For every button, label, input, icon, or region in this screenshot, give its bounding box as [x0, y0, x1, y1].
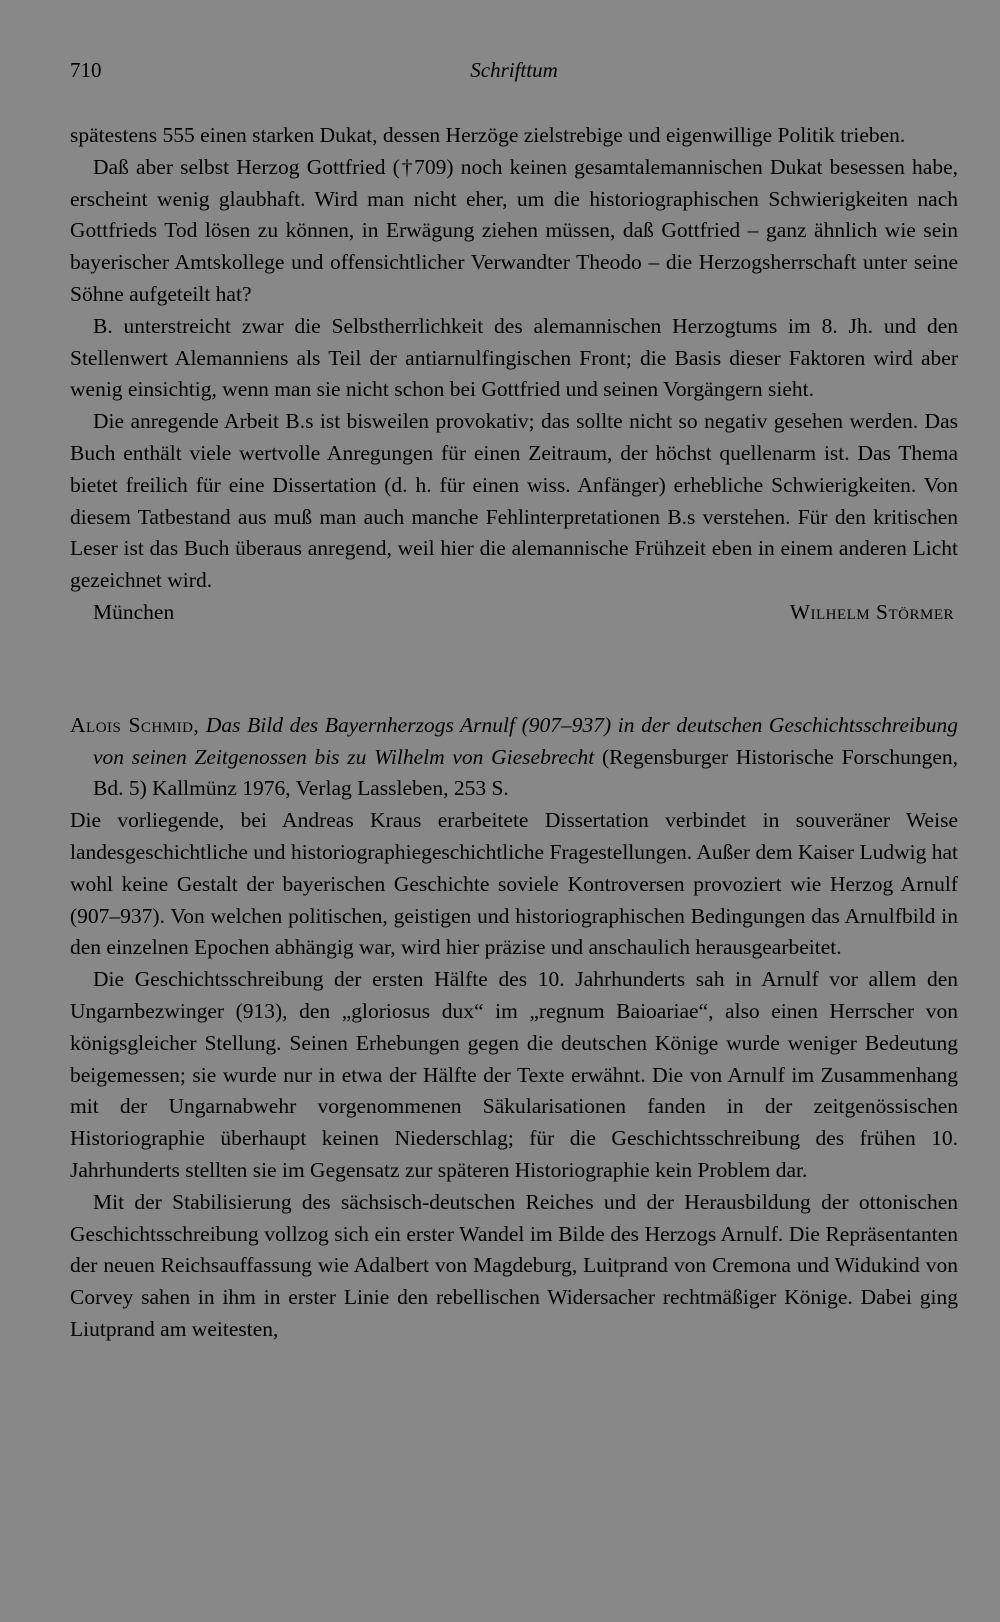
- book-author: Alois Schmid,: [70, 712, 200, 737]
- reviewer-place: München: [93, 599, 175, 624]
- document-page: [70, 58, 958, 1346]
- paragraph: spätestens 555 einen starken Dukat, dessen Herzöge zielstrebige und eigenwillige Politik trieben.: [70, 123, 906, 147]
- review-entry: [70, 710, 958, 1346]
- book-details: (Regensburger Historische Forschungen, Bd. 5) Kallmünz 1976, Verlag Lassleben, 253 S.: [93, 744, 959, 801]
- paragraph: Daß aber selbst Herzog Gottfried (†709) noch keinen gesamtalemannischen Dukat besessen habe, erscheint wenig glaubhaft. Wird man nicht eher, um die historiographischen Schwierigkeiten nach Gottfrieds Tod lösen zu können, in Erwägung ziehen müssen, daß Gottfried – ganz ähnlich wie sein bayerischer Amtskollege und offensichtlicher Verwandter Theodo – die Herzogsherrschaft unter seine Söhne aufgeteilt hat?: [70, 154, 958, 306]
- reviewer-name: Wilhelm Störmer: [789, 599, 954, 624]
- paragraph: Mit der Stabilisierung des sächsisch-deutschen Reiches und der Herausbildung der ottonischen Geschichtsschreibung vollzog sich ein erster Wandel im Bilde des Herzogs Arnulf. Die Repräsentanten der neuen Reichsauffassung wie Adalbert von Magdeburg, Luitprand von Cremona und Widukind von Corvey sahen in ihm in erster Linie den rebellischen Widersacher rechtmäßiger Könige. Dabei ging Liutprand am weitesten,: [70, 1189, 958, 1341]
- book-title: Das Bild des Bayernherzogs Arnulf (907–937) in der deutschen Geschichtsschreibung von seinen Zeitgenossen bis zu Wilhelm von Giesebrecht: [93, 712, 958, 769]
- paragraph: B. unterstreicht zwar die Selbstherrlichkeit des alemannischen Herzogtums im 8. Jh. und den Stellenwert Alemanniens als Teil der antiarnulfingischen Front; die Basis dieser Faktoren wird aber wenig einsichtig, wenn man sie nicht schon bei Gottfried und seinen Vorgängern sieht.: [70, 313, 958, 402]
- paragraph: Die anregende Arbeit B.s ist bisweilen provokativ; das sollte nicht so negativ gesehen werden. Das Buch enthält viele wertvolle Anregungen für einen Zeitraum, der höchst quellenarm ist. Das Thema bietet freilich für eine Dissertation (d. h. für einen wiss. Anfänger) erhebliche Schwierigkeiten. Von diesem Tatbestand aus muß man auch manche Fehlinterpretationen B.s verstehen. Für den kritischen Leser ist das Buch überaus anregend, weil hier die alemannische Frühzeit eben in einem anderen Licht gezeichnet wird.: [70, 409, 958, 593]
- running-head: Schrifttum: [470, 58, 558, 82]
- page-number: 710: [70, 58, 102, 82]
- book-citation: [70, 710, 958, 805]
- review-body: [70, 120, 958, 597]
- page-header: [70, 58, 958, 98]
- paragraph: Die vorliegende, bei Andreas Kraus erarbeitete Dissertation verbindet in souveräner Weise landesgeschichtliche und historiographiegeschichtliche Fragestellungen. Außer dem Kaiser Ludwig hat wohl keine Gestalt der bayerischen Geschichte soviele Kontroversen provoziert wie Herzog Arnulf (907–937). Von welchen politischen, geistigen und historiographischen Bedingungen das Arnulfbild in den einzelnen Epochen abhängig war, wird hier präzise und anschaulich herausgearbeitet.: [70, 808, 958, 960]
- review-signature: [70, 597, 958, 629]
- paragraph: Die Geschichtsschreibung der ersten Hälfte des 10. Jahrhunderts sah in Arnulf vor allem den Ungarnbezwinger (913), den „gloriosus dux“ im „regnum Baioariae“, also einen Herrscher von königsgleicher Stellung. Seinen Erhebungen gegen die deutschen Könige wurde weniger Bedeutung beigemessen; sie wurde nur in etwa der Hälfte der Texte erwähnt. Die von Arnulf im Zusammenhang mit der Ungarnabwehr vorgenommenen Säkularisationen fanden in der zeitgenössischen Historiographie überhaupt keinen Niederschlag; für die Geschichtsschreibung des frühen 10. Jahrhunderts stellten sie im Gegensatz zur späteren Historiographie kein Problem dar.: [70, 967, 958, 1182]
- review-continuation: [70, 120, 958, 629]
- review-body: [70, 805, 958, 1346]
